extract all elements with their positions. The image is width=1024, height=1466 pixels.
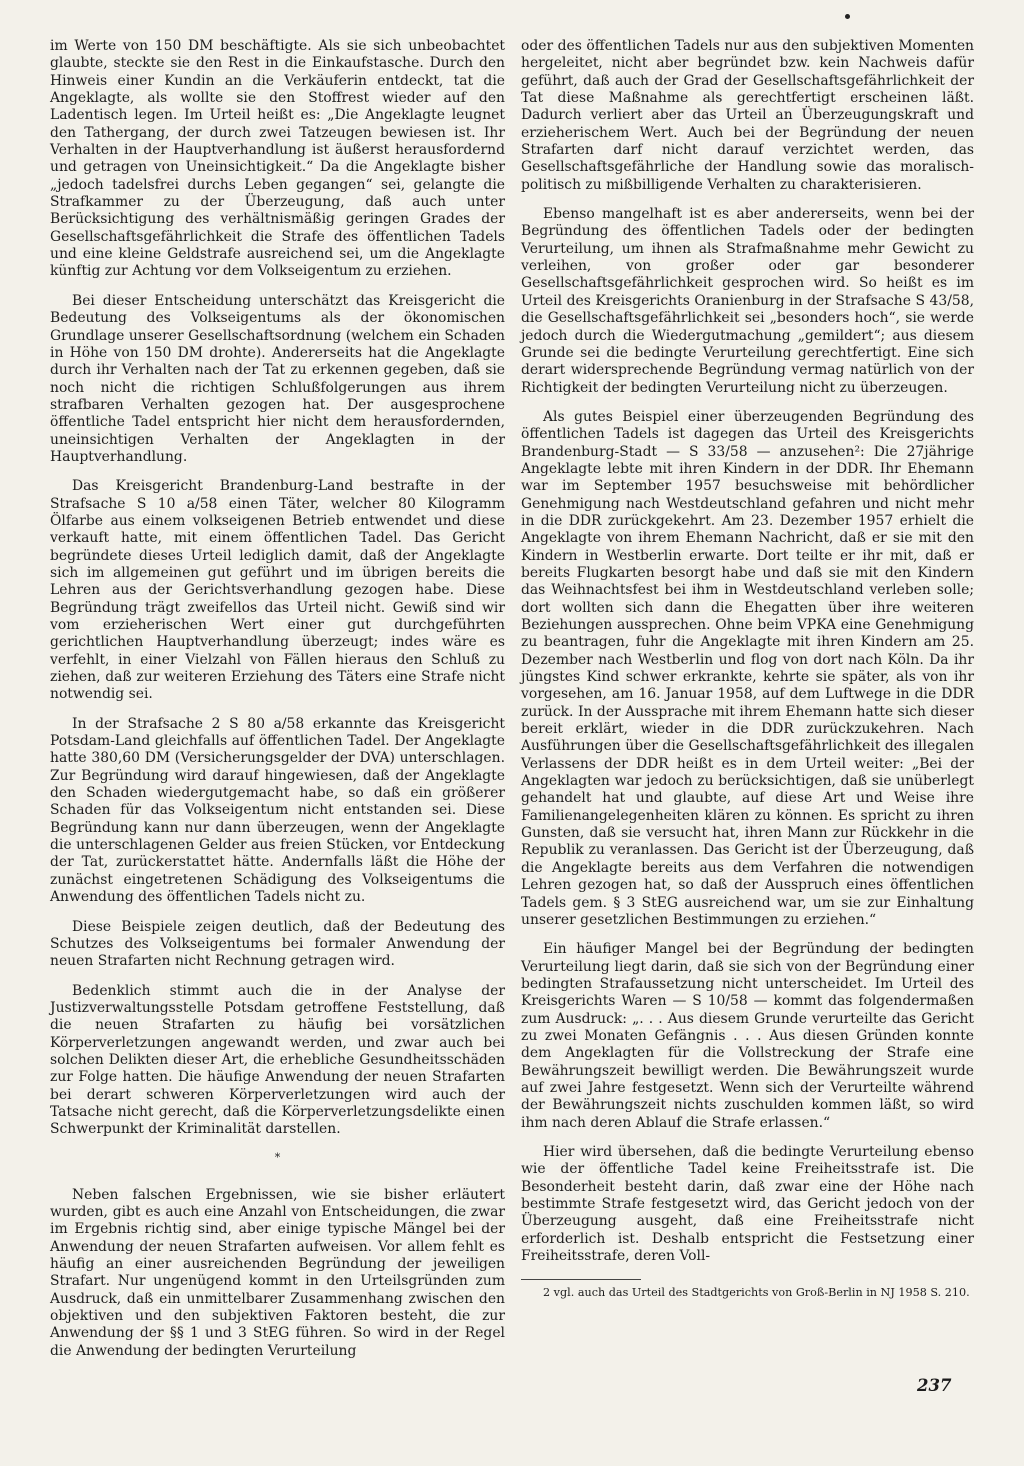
paragraph: Ein häufiger Mangel bei der Begründung der bedingten Verurteilung liegt darin, daß sie sich von der Begründung einer bedingten Strafaussetzung nicht unterscheidet. Im Urteil des Kreisgerichts Waren — S 10/58 — kommt das folgendermaßen zum Ausdruck: „. . . Aus diesem Grunde verurteilte das Gericht zu zwei Monaten Gefängnis . . . Aus diesen Gründen konnte dem Angeklagten für die Vollstreckung der Strafe eine Bewährungszeit bewilligt werden. Die Bewährungszeit wurde auf zwei Jahre festgesetzt. Wenn sich der Verurteilte während der Bewährungszeit nichts zuschulden kommen läßt, so wird ihm nach deren Ablauf die Strafe erlassen.“ <box>521 941 974 1131</box>
paragraph: Das Kreisgericht Brandenburg-Land bestrafte in der Strafsache S 10 a/58 einen Täter, welcher 80 Kilogramm Ölfarbe aus einem volkseigenen Betrieb entwendet und diese verkauft hatte, mit einem öffentlichen Tadel. Das Gericht begründete dieses Urteil lediglich damit, daß der Angeklagte sich im allgemeinen gut geführt und im übrigen bereits die Lehren aus der Gerichtsverhandlung gezogen habe. Diese Begründung trägt zweifellos das Urteil nicht. Gewiß sind wir vom erzieherischen Wert einer gut durchgeführten gerichtlichen Hauptverhandlung überzeugt; indes wäre es verfehlt, in einer Vielzahl von Fällen hieraus den Schluß zu ziehen, daß zur weiteren Erziehung des Täters eine Strafe nicht notwendig sei. <box>50 478 505 703</box>
paragraph: oder des öffentlichen Tadels nur aus den subjektiven Momenten hergeleitet, nicht aber begründet bzw. kein Nachweis dafür geführt, daß auch der Grad der Gesellschaftsgefährlichkeit der Tat diese Maßnahme als gerechtfertigt erscheinen läßt. Dadurch verliert aber das Urteil an Überzeugungskraft und erzieherischem Wert. Auch bei der Begründung der neuen Strafarten darf nicht darauf verzichtet werden, das Gesellschaftsgefährliche der Handlung sowie das moralisch-politisch zu mißbilligende Verhalten zu charakterisieren. <box>521 38 974 193</box>
paragraph: Ebenso mangelhaft ist es aber andererseits, wenn bei der Begründung des öffentlichen Tadels oder der bedingten Verurteilung, um ihnen als Strafmaßnahme mehr Gewicht zu verleihen, von großer oder gar besonderer Gesellschaftsgefährlichkeit gesprochen wird. So heißt es im Urteil des Kreisgerichts Oranienburg in der Strafsache S 43/58, die Gesellschaftsgefährlichkeit sei „besonders hoch“, sie werde jedoch durch die Wiedergutmachung „gemildert“; aus diesem Grunde sei die bedingte Verurteilung gerechtfertigt. Eine sich derart widersprechende Begründung vermag natürlich von der Richtigkeit der bedingten Verurteilung nicht zu überzeugen. <box>521 206 974 396</box>
footnote-rule <box>521 1279 641 1280</box>
paragraph: Neben falschen Ergebnissen, wie sie bisher erläutert wurden, gibt es auch eine Anzahl von Entscheidungen, die zwar im Ergebnis richtig sind, aber einige typische Mängel bei der Anwendung der neuen Strafarten aufweisen. Vor allem fehlt es häufig an einer ausreichenden Begründung der jeweiligen Strafart. Nur ungenügend kommt in den Urteilsgründen zum Ausdruck, daß ein unmittelbarer Zusammenhang zwischen den objektiven und den subjektiven Faktoren besteht, die zur Anwendung der §§ 1 und 3 StEG führen. So wird in der Regel die Anwendung der bedingten Verurteilung <box>50 1186 505 1359</box>
print-speck <box>845 14 850 19</box>
right-column <box>521 38 974 1313</box>
section-divider-star: * <box>274 1150 281 1164</box>
footnote: 2 vgl. auch das Urteil des Stadtgerichts von Groß-Berlin in NJ 1958 S. 210. <box>543 1286 970 1300</box>
page-number: 237 <box>917 1376 952 1395</box>
paragraph: Als gutes Beispiel einer überzeugenden Begründung des öffentlichen Tadels ist dagegen das Urteil des Kreisgerichts Brandenburg-Stadt — S 33/58 — anzusehen²: Die 27jährige Angeklagte lebte mit ihren Kindern in der DDR. Ihr Ehemann war im September 1957 besuchsweise mit behördlicher Genehmigung nach Westdeutschland gefahren und nicht mehr in die DDR zurückgekehrt. Am 23. Dezember 1957 erhielt die Angeklagte von ihrem Ehemann Nachricht, daß er sie mit den Kindern in Westberlin erwarte. Dort teilte er ihr mit, daß er bereits Flugkarten besorgt habe und daß sie mit den Kindern das Weihnachtsfest bei ihm in Westdeutschland verleben solle; dort wollten sich dann die Ehegatten über ihre weiteren Beziehungen aussprechen. Ohne beim VPKA eine Genehmigung zu beantragen, fuhr die Angeklagte mit ihren Kindern am 25. Dezember nach Westberlin und flog von dort nach Köln. Da ihr jüngstes Kind schwer erkrankte, kehrte sie später, als von ihr vorgesehen, am 16. Januar 1958, auf dem Luftwege in die DDR zurück. In der Aussprache mit ihrem Ehemann hatte sich dieser bereit erklärt, wieder in die DDR zurückzukehren. Nach Ausführungen über die Gesellschaftsgefährlichkeit des illegalen Verlassens der DDR heißt es in dem Urteil weiter: „Bei der Angeklagten war jedoch zu berücksichtigen, daß sie unüberlegt gehandelt hat und glaubte, auf diese Art und Weise ihre Familienangelegenheiten klären zu können. Es spricht zu ihren Gunsten, daß sie versucht hat, ihren Mann zur Rückkehr in die Republik zu veranlassen. Das Gericht ist der Überzeugung, daß die Angeklagte bereits aus dem Verfahren die notwendigen Lehren gezogen hat, so daß der Ausspruch eines öffentlichen Tadels gem. § 3 StEG ausreichend war, um sie zur Einhaltung unserer gesetzlichen Bestimmungen zu erziehen.“ <box>521 408 974 928</box>
paragraph: In der Strafsache 2 S 80 a/58 erkannte das Kreisgericht Potsdam-Land gleichfalls auf öffentlichen Tadel. Der Angeklagte hatte 380,60 DM (Versicherungsgelder der DVA) unterschlagen. Zur Begründung wird darauf hingewiesen, daß der Angeklagte den Schaden wiedergutgemacht habe, so daß ein größerer Schaden für das Volkseigentum nicht entstanden sei. Diese Begründung kann nur dann überzeugen, wenn der Angeklagte die unterschlagenen Gelder aus freien Stücken, vor Entdeckung der Tat, zurückerstattet hätte. Andernfalls läßt die Höhe der zunächst eingetretenen Schädigung des Volkseigentums die Anwendung des öffentlichen Tadels nicht zu. <box>50 715 505 906</box>
left-column <box>50 38 505 1372</box>
paragraph: im Werte von 150 DM beschäftigte. Als sie sich unbeobachtet glaubte, steckte sie den Rest in die Einkaufstasche. Durch den Hinweis einer Kundin an die Verkäuferin entdeckt, tat die Angeklagte, als wollte sie den Stoffrest wieder auf den Ladentisch legen. Im Urteil heißt es: „Die Angeklagte leugnet den Tathergang, der durch zwei Tatzeugen bewiesen ist. Ihr Verhalten in der Hauptverhandlung ist äußerst herausfordernd und getragen von Uneinsichtigkeit.“ Da die Angeklagte bisher „jedoch tadelsfrei durchs Leben gegangen“ sei, gelangte die Strafkammer zu der Überzeugung, daß auch unter Berücksichtigung des verhältnismäßig geringen Grades der Gesellschaftsgefährlichkeit die Strafe des öffentlichen Tadels und eine kleine Geldstrafe ausreichend sei, um die Angeklagte künftig zur Achtung vor dem Volkseigentum zu erziehen. <box>50 38 505 280</box>
paragraph: Diese Beispiele zeigen deutlich, daß der Bedeutung des Schutzes des Volkseigentums bei formaler Anwendung der neuen Strafarten nicht Rechnung getragen wird. <box>50 918 505 970</box>
paragraph: Bedenklich stimmt auch die in der Analyse der Justizverwaltungsstelle Potsdam getroffene Feststellung, daß die neuen Strafarten zu häufig bei vorsätzlichen Körperverletzungen angewandt werden, und zwar auch bei solchen Delikten dieser Art, die erhebliche Gesundheitsschäden zur Folge hatten. Die häufige Anwendung der neuen Strafarten bei derart schweren Körperverletzungen wird auch der Tatsache nicht gerecht, daß die Körperverletzungsdelikte einen Schwerpunkt der Kriminalität darstellen. <box>50 982 505 1138</box>
paragraph: Hier wird übersehen, daß die bedingte Verurteilung ebenso wie der öffentliche Tadel keine Freiheitsstrafe ist. Die Besonderheit besteht darin, daß zwar eine der Höhe nach bestimmte Strafe festgesetzt wird, das Gericht jedoch von der Überzeugung ausgeht, daß eine Freiheitsstrafe nicht erforderlich ist. Deshalb entspricht die Festsetzung einer Freiheitsstrafe, deren Voll- <box>521 1143 974 1265</box>
paragraph: Bei dieser Entscheidung unterschätzt das Kreisgericht die Bedeutung des Volkseigentums als der ökonomischen Grundlage unserer Gesellschaftsordnung (welchem ein Schaden in Höhe von 150 DM drohte). Andererseits hat die Angeklagte durch ihr Verhalten nach der Tat zu erkennen gegeben, daß sie noch nicht die richtigen Schlußfolgerungen aus ihrem strafbaren Verhalten gezogen hat. Der ausgesprochene öffentliche Tadel entspricht hier nicht dem herausfordernden, uneinsichtigen Verhalten der Angeklagten in der Hauptverhandlung. <box>50 292 505 465</box>
